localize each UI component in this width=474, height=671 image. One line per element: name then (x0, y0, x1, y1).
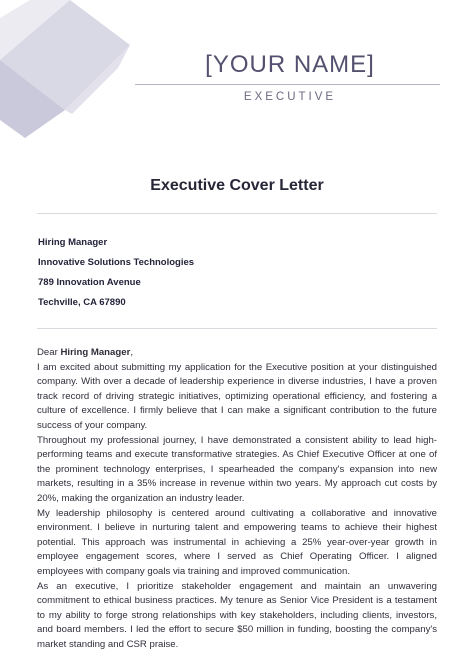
letter-body (37, 346, 437, 652)
name-underline (135, 84, 440, 85)
recipient-city: Techville, CA 67890 (38, 297, 126, 308)
salutation-suffix: , (130, 347, 133, 358)
recipient-name: Hiring Manager (38, 237, 108, 248)
paragraph-1: I am excited about submitting my application for the Executive position at your distinguished company. With over a decade of leadership experience in diverse industries, I have a proven track record of driving strategic initiatives, optimizing operational efficiency, and fostering a culture of excellence. I firmly believe that I can make a significant contribution to the future success of your company. (37, 361, 437, 431)
paragraph-4: As an executive, I prioritize stakeholder engagement and maintain an unwavering commitment to ethical business practices. My tenure as Senior Vice President is a testament to my ability to forge strong relationships with key stakeholders, including clients, investors, and board members. I led the effort to secure $50 million in funding, boosting the company's market standing and CSR praise. (37, 580, 437, 650)
salutation-name: Hiring Manager (60, 347, 131, 358)
recipient-street: 789 Innovation Avenue (38, 277, 141, 288)
salutation-prefix: Dear (37, 347, 61, 358)
paragraph-3: My leadership philosophy is centered around cultivating a collaborative and innovative environment. I believe in nurturing talent and empowering teams to achieve their highest potential. This approach was instrumental in achieving a 25% year-over-year growth in employee engagement scores, where I served as Chief Operating Officer. I aligned employees with company goals via training and improved communication. (37, 507, 437, 577)
recipient-address (38, 233, 194, 313)
applicant-name: [YOUR NAME] (205, 51, 375, 78)
applicant-title: EXECUTIVE (243, 91, 337, 103)
salutation (37, 346, 437, 361)
paragraph-2: Throughout my professional journey, I have demonstrated a consistent ability to lead high-performing teams and execute transformative strategies. As Chief Executive Officer at one of the prominent technology enterprises, I spearheaded the company's expansion into new markets, resulting in a 35% increase in revenue within two years. My approach cut costs by 20%, making the organization an industry leader. (37, 434, 437, 504)
title-divider (37, 213, 437, 214)
address-divider (37, 328, 437, 329)
diamond-shapes-logo (0, 0, 140, 140)
document-title: Executive Cover Letter (150, 177, 324, 194)
recipient-company: Innovative Solutions Technologies (38, 257, 195, 268)
